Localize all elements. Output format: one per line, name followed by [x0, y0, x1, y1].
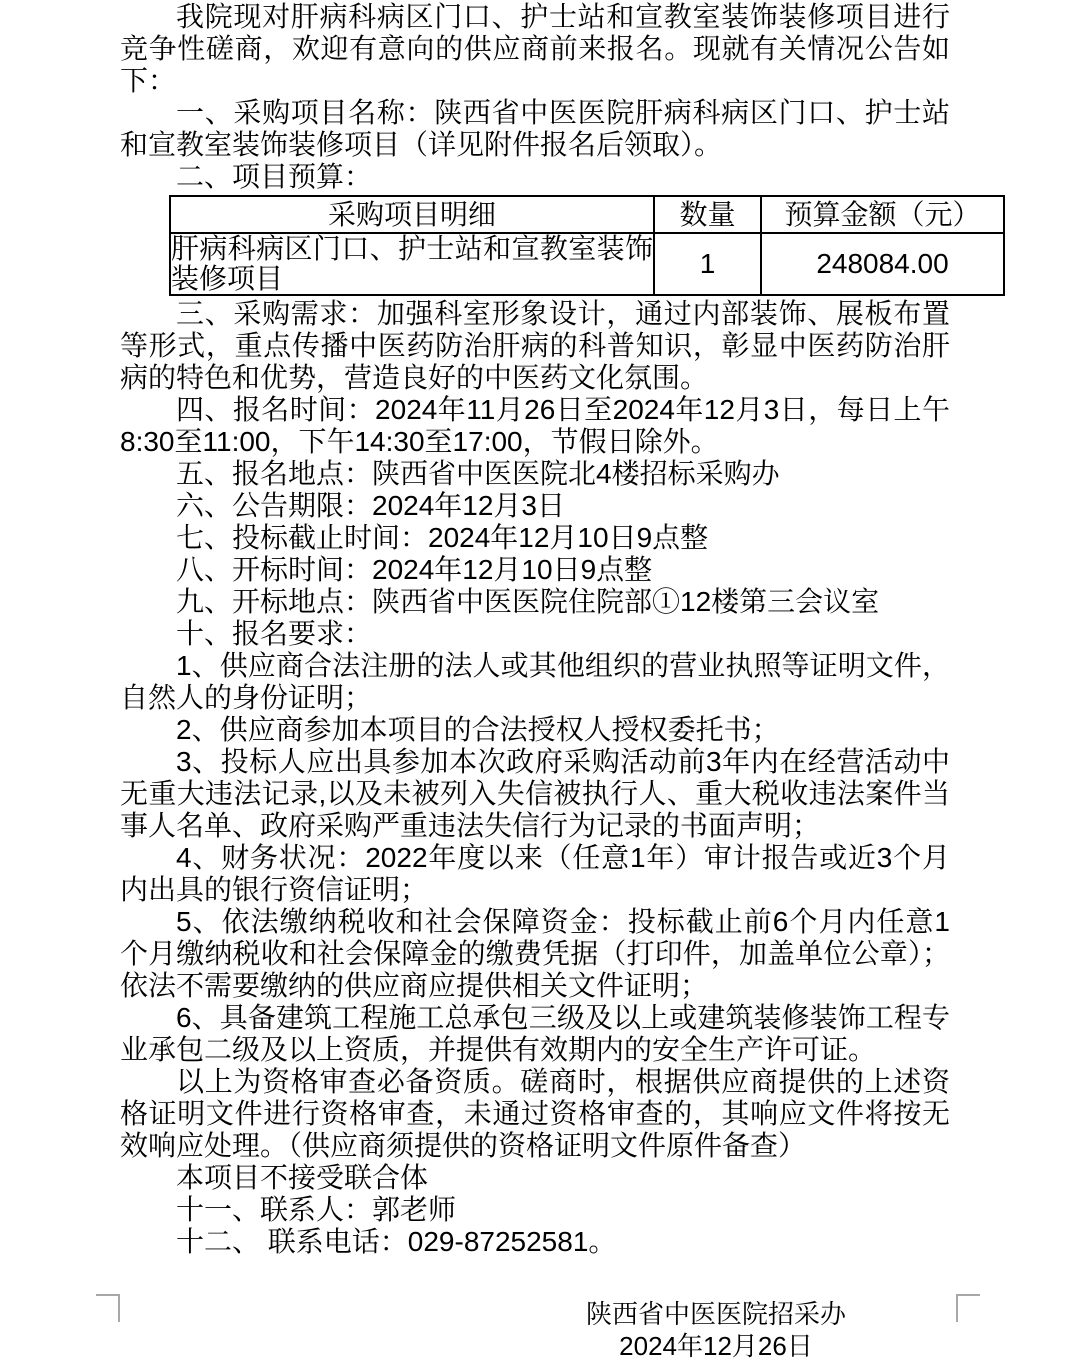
para-qualification-note: 以上为资格审查必备资质。磋商时，根据供应商提供的上述资格证明文件进行资格审查，未通过资格审查的，其响应文件将按无效响应处理。（供应商须提供的资格证明文件原件备查） — [120, 1066, 950, 1161]
para-item-9-opening-place: 九、开标地点：陕西省中医医院住院部①12楼第三会议室 — [176, 586, 880, 617]
signature-date: 2024年12月26日 — [619, 1331, 813, 1361]
para-requirement-4: 4、财务状况：2022年度以来（任意1年）审计报告或近3个月内出具的银行资信证明； — [120, 842, 950, 905]
budget-table — [169, 195, 1005, 296]
para-requirement-6: 6、具备建筑工程施工总承包三级及以上或建筑装修装饰工程专业承包二级及以上资质，并提供有效期内的安全生产许可证。 — [120, 1002, 950, 1065]
para-no-consortium: 本项目不接受联合体 — [176, 1162, 429, 1193]
text-boundary-mark-bottom-right — [956, 1294, 980, 1322]
budget-amount-cell: 248084.00 — [761, 233, 1004, 295]
para-item-7-bid-deadline: 七、投标截止时间：2024年12月10日9点整 — [176, 522, 709, 553]
para-item-8-opening-time: 八、开标时间：2024年12月10日9点整 — [176, 554, 653, 585]
para-item-10-signup-requirements: 十、报名要求： — [176, 618, 373, 649]
budget-table-header-item: 采购项目明细 — [170, 196, 654, 233]
signature-block — [546, 1298, 886, 1362]
budget-item-cell: 肝病科病区门口、护士站和宣教室装饰装修项目 — [171, 233, 653, 294]
para-requirement-1: 1、供应商合法注册的法人或其他组织的营业执照等证明文件，自然人的身份证明； — [120, 650, 950, 713]
para-item-1-project-name: 一、采购项目名称：陕西省中医医院肝病科病区门口、护士站和宣教室装饰装修项目（详见附件报名后领取）。 — [120, 97, 950, 160]
signature-org: 陕西省中医医院招采办 — [585, 1299, 846, 1329]
text-boundary-mark-bottom-left — [96, 1294, 120, 1322]
budget-table-header-row — [170, 196, 1004, 233]
para-item-11-contact: 十一、联系人：郭老师 — [176, 1194, 457, 1225]
budget-table-header-amount: 预算金额（元） — [761, 196, 1004, 233]
para-item-5-signup-place: 五、报名地点：陕西省中医医院北4楼招标采购办 — [176, 458, 780, 489]
para-requirement-3: 3、投标人应出具参加本次政府采购活动前3年内在经营活动中无重大违法记录,以及未被列入失信被执行人、重大税收违法案件当事人名单、政府采购严重违法失信行为记录的书面声明； — [120, 746, 950, 841]
para-requirement-2: 2、供应商参加本项目的合法授权人授权委托书； — [176, 714, 780, 745]
para-item-6-notice-period: 六、公告期限：2024年12月3日 — [176, 490, 566, 521]
budget-quantity-cell: 1 — [654, 233, 761, 295]
para-item-3-requirements: 三、采购需求：加强科室形象设计，通过内部装饰、展板布置等形式，重点传播中医药防治肝病的科普知识，彰显中医药防治肝病的特色和优势，营造良好的中医药文化氛围。 — [120, 298, 950, 393]
para-item-4-signup-time: 四、报名时间：2024年11月26日至2024年12月3日，每日上午8:30至11:00，下午14:30至17:00，节假日除外。 — [120, 394, 950, 457]
budget-table-row — [170, 233, 1004, 295]
para-item-12-phone: 十二、 联系电话：029-87252581。 — [176, 1226, 617, 1257]
budget-table-header-quantity: 数量 — [654, 196, 761, 233]
para-intro: 我院现对肝病科病区门口、护士站和宣教室装饰装修项目进行竞争性磋商，欢迎有意向的供应商前来报名。现就有关情况公告如下： — [120, 1, 950, 96]
para-requirement-5: 5、依法缴纳税收和社会保障资金：投标截止前6个月内任意1个月缴纳税收和社会保障金的缴费凭据（打印件，加盖单位公章）；依法不需要缴纳的供应商应提供相关文件证明； — [120, 906, 950, 1001]
para-item-2-budget: 二、项目预算： — [176, 161, 373, 192]
